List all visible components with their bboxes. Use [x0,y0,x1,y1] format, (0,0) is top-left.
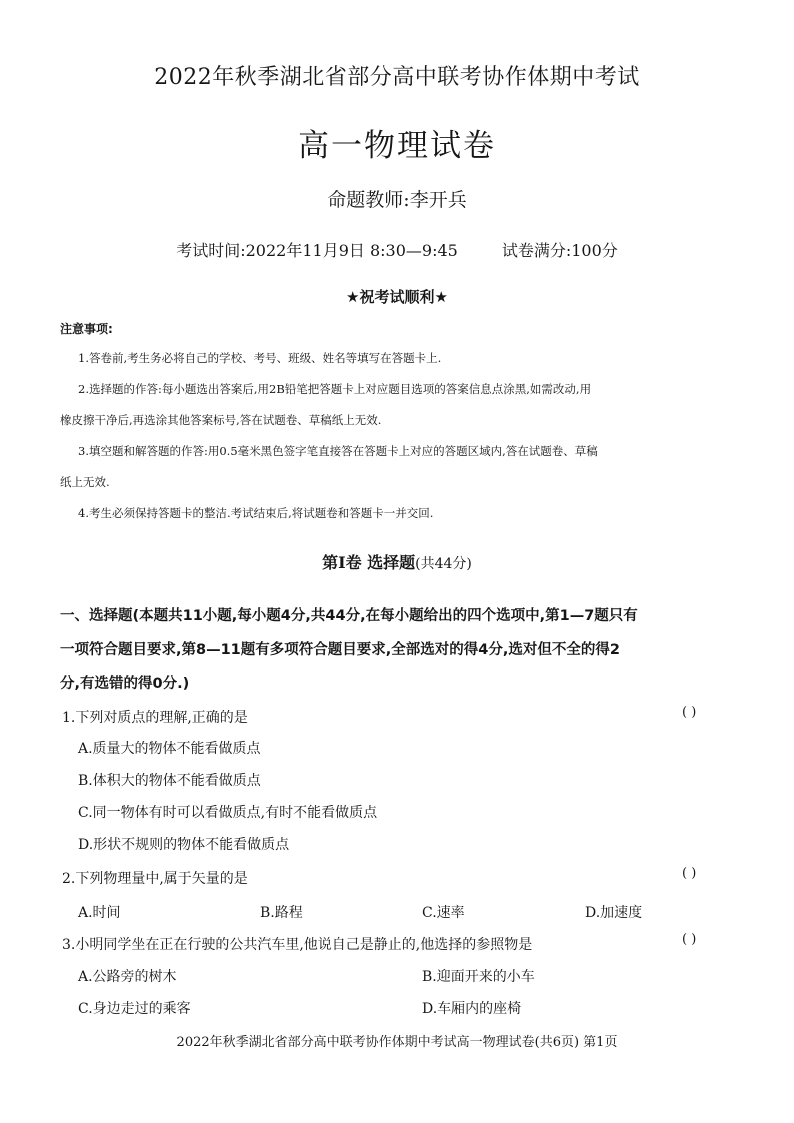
notice-item: 2.选择题的作答:每小题选出答案后,用2B铅笔把答题卡上对应题目选项的答案信息点涂黑,如需改动,用 [78,382,592,396]
exam-series-title: 2022年秋季湖北省部分高中联考协作体期中考试 [154,65,640,90]
option: B.路程 [260,905,303,921]
notice-item-continued: 橡皮擦干净后,再选涂其他答案标号,答在试题卷、草稿纸上无效. [60,413,382,427]
notice-item: 1.答卷前,考生务必将自己的学校、考号、班级、姓名等填写在答题卡上. [78,351,442,365]
option: C.身边走过的乘客 [78,1001,191,1017]
option: A.质量大的物体不能看做质点 [78,741,261,757]
option: A.公路旁的树木 [78,969,177,985]
question-3-stem: 3.小明同学坐在正在行驶的公共汽车里,他说自己是静止的,他选择的参照物是 [62,937,533,953]
section-heading [0,550,794,573]
answer-bracket: ( ) [682,932,697,947]
option: D.车厢内的座椅 [422,1001,522,1017]
question-1-stem: 1.下列对质点的理解,正确的是 [62,710,248,726]
answer-bracket: ( ) [682,705,697,720]
notice-item: 4.考生必须保持答题卡的整洁.考试结束后,将试题卷和答题卡一并交回. [78,506,434,520]
notice-item-continued: 纸上无效. [60,475,110,489]
notice-item: 3.填空题和解答题的作答:用0.5毫米黑色签字笔直接答在答题卡上对应的答题区域内,答在试题卷、草稿 [78,444,598,458]
answer-bracket: ( ) [682,866,697,881]
option: B.迎面开来的小车 [422,969,535,985]
section-subtitle: (共44分) [415,556,472,572]
option: D.形状不规则的物体不能看做质点 [78,837,290,853]
paper-title: 高一物理试卷 [298,128,496,164]
instructions-line: 一、选择题(本题共11小题,每小题4分,共44分,在每小题给出的四个选项中,第1—7题只有 [60,608,638,624]
section-title: 第Ⅰ卷 选择题 [322,553,416,572]
instructions-line: 分,有选错的得0分.) [60,676,190,692]
option: B.体积大的物体不能看做质点 [78,773,261,789]
page-footer: 2022年秋季湖北省部分高中联考协作体期中考试高一物理试卷(共6页) 第1页 [176,1035,618,1050]
question-setter: 命题教师:李开兵 [327,189,467,211]
option: C.同一物体有时可以看做质点,有时不能看做质点 [78,805,378,821]
option: D.加速度 [585,905,643,921]
question-2-stem: 2.下列物理量中,属于矢量的是 [62,871,248,887]
notice-heading: 注意事项: [60,322,113,336]
option: C.速率 [422,905,465,921]
exam-time: 考试时间:2022年11月9日 8:30—9:45 [176,241,458,260]
blessing: ★祝考试顺利★ [346,288,448,306]
instructions-line: 一项符合题目要求,第8—11题有多项符合题目要求,全部选对的得4分,选对但不全的得2 [60,642,620,658]
full-score: 试卷满分:100分 [501,241,618,260]
exam-meta [0,238,794,261]
option: A.时间 [78,905,121,921]
